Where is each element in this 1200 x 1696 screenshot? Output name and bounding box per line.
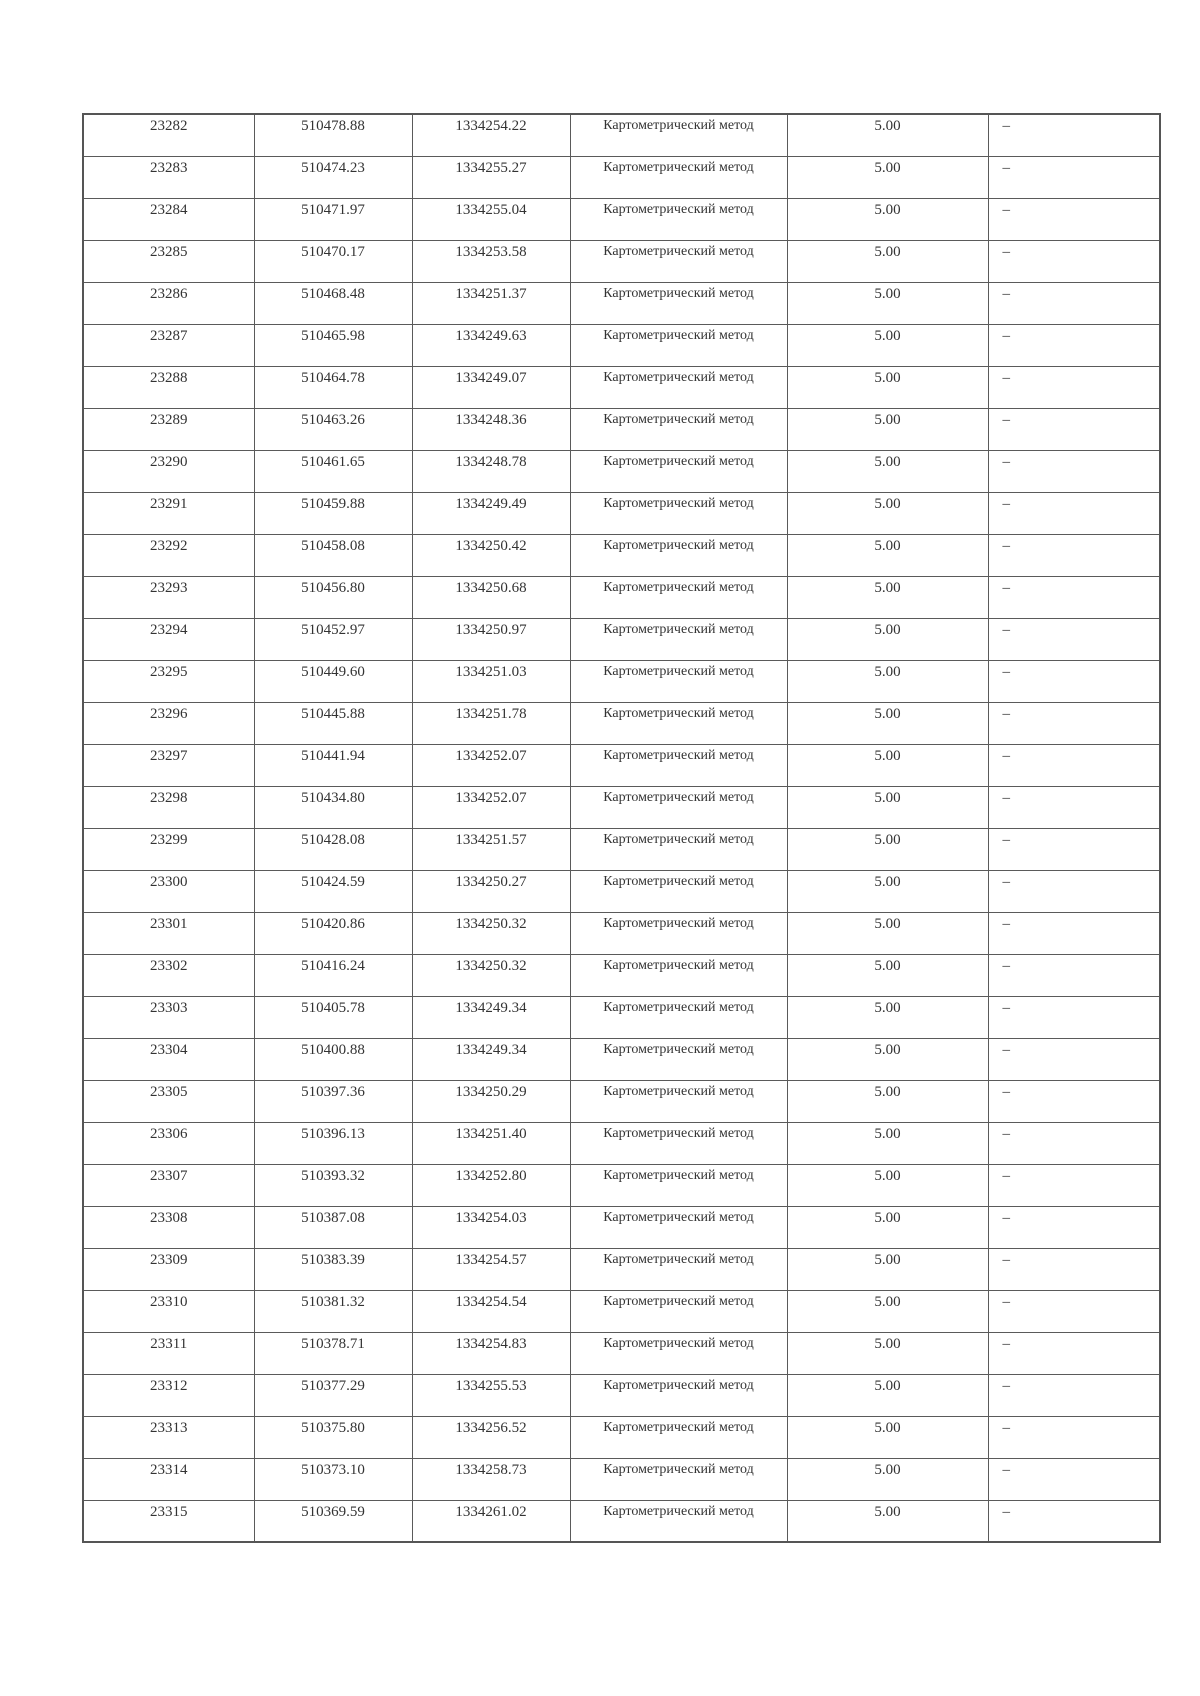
x-coordinate-cell: 510434.80 (254, 786, 412, 828)
accuracy-cell: 5.00 (787, 366, 988, 408)
table-row (83, 1416, 1160, 1458)
table-row (83, 1374, 1160, 1416)
accuracy-cell: 5.00 (787, 1248, 988, 1290)
x-coordinate-cell: 510452.97 (254, 618, 412, 660)
description-cell: – (988, 912, 1160, 954)
coordinates-table-body (83, 114, 1160, 1542)
description-cell: – (988, 1374, 1160, 1416)
method-cell: Картометрический метод (570, 450, 787, 492)
table-row (83, 450, 1160, 492)
y-coordinate-cell: 1334251.40 (412, 1122, 570, 1164)
point-number-cell: 23308 (83, 1206, 254, 1248)
y-coordinate-cell: 1334250.32 (412, 912, 570, 954)
point-number-cell: 23282 (83, 114, 254, 156)
x-coordinate-cell: 510375.80 (254, 1416, 412, 1458)
y-coordinate-cell: 1334249.63 (412, 324, 570, 366)
point-number-cell: 23294 (83, 618, 254, 660)
table-row (83, 114, 1160, 156)
x-coordinate-cell: 510468.48 (254, 282, 412, 324)
point-number-cell: 23290 (83, 450, 254, 492)
y-coordinate-cell: 1334254.22 (412, 114, 570, 156)
description-cell: – (988, 1416, 1160, 1458)
x-coordinate-cell: 510424.59 (254, 870, 412, 912)
table-row (83, 786, 1160, 828)
x-coordinate-cell: 510369.59 (254, 1500, 412, 1542)
y-coordinate-cell: 1334250.27 (412, 870, 570, 912)
accuracy-cell: 5.00 (787, 954, 988, 996)
method-cell: Картометрический метод (570, 1080, 787, 1122)
accuracy-cell: 5.00 (787, 114, 988, 156)
x-coordinate-cell: 510387.08 (254, 1206, 412, 1248)
point-number-cell: 23288 (83, 366, 254, 408)
x-coordinate-cell: 510373.10 (254, 1458, 412, 1500)
accuracy-cell: 5.00 (787, 492, 988, 534)
method-cell: Картометрический метод (570, 744, 787, 786)
description-cell: – (988, 408, 1160, 450)
accuracy-cell: 5.00 (787, 198, 988, 240)
accuracy-cell: 5.00 (787, 534, 988, 576)
method-cell: Картометрический метод (570, 1038, 787, 1080)
y-coordinate-cell: 1334255.04 (412, 198, 570, 240)
accuracy-cell: 5.00 (787, 1500, 988, 1542)
accuracy-cell: 5.00 (787, 1038, 988, 1080)
accuracy-cell: 5.00 (787, 1290, 988, 1332)
table-row (83, 1164, 1160, 1206)
table-row (83, 1458, 1160, 1500)
method-cell: Картометрический метод (570, 1332, 787, 1374)
accuracy-cell: 5.00 (787, 828, 988, 870)
method-cell: Картометрический метод (570, 156, 787, 198)
x-coordinate-cell: 510420.86 (254, 912, 412, 954)
table-row (83, 618, 1160, 660)
description-cell: – (988, 702, 1160, 744)
description-cell: – (988, 576, 1160, 618)
table-row (83, 282, 1160, 324)
description-cell: – (988, 1332, 1160, 1374)
table-row (83, 1500, 1160, 1542)
accuracy-cell: 5.00 (787, 1080, 988, 1122)
x-coordinate-cell: 510381.32 (254, 1290, 412, 1332)
accuracy-cell: 5.00 (787, 786, 988, 828)
x-coordinate-cell: 510377.29 (254, 1374, 412, 1416)
x-coordinate-cell: 510400.88 (254, 1038, 412, 1080)
table-row (83, 1290, 1160, 1332)
accuracy-cell: 5.00 (787, 1206, 988, 1248)
method-cell: Картометрический метод (570, 366, 787, 408)
accuracy-cell: 5.00 (787, 702, 988, 744)
point-number-cell: 23295 (83, 660, 254, 702)
x-coordinate-cell: 510428.08 (254, 828, 412, 870)
point-number-cell: 23304 (83, 1038, 254, 1080)
y-coordinate-cell: 1334249.49 (412, 492, 570, 534)
y-coordinate-cell: 1334254.83 (412, 1332, 570, 1374)
description-cell: – (988, 534, 1160, 576)
table-row (83, 1038, 1160, 1080)
description-cell: – (988, 282, 1160, 324)
x-coordinate-cell: 510478.88 (254, 114, 412, 156)
x-coordinate-cell: 510459.88 (254, 492, 412, 534)
coordinates-table (82, 113, 1161, 1543)
y-coordinate-cell: 1334251.57 (412, 828, 570, 870)
table-row (83, 408, 1160, 450)
x-coordinate-cell: 510465.98 (254, 324, 412, 366)
accuracy-cell: 5.00 (787, 1458, 988, 1500)
point-number-cell: 23293 (83, 576, 254, 618)
accuracy-cell: 5.00 (787, 282, 988, 324)
method-cell: Картометрический метод (570, 1164, 787, 1206)
x-coordinate-cell: 510458.08 (254, 534, 412, 576)
table-row (83, 828, 1160, 870)
table-row (83, 1080, 1160, 1122)
method-cell: Картометрический метод (570, 1206, 787, 1248)
x-coordinate-cell: 510383.39 (254, 1248, 412, 1290)
y-coordinate-cell: 1334253.58 (412, 240, 570, 282)
table-row (83, 240, 1160, 282)
y-coordinate-cell: 1334256.52 (412, 1416, 570, 1458)
x-coordinate-cell: 510405.78 (254, 996, 412, 1038)
method-cell: Картометрический метод (570, 282, 787, 324)
description-cell: – (988, 996, 1160, 1038)
point-number-cell: 23301 (83, 912, 254, 954)
accuracy-cell: 5.00 (787, 324, 988, 366)
y-coordinate-cell: 1334249.07 (412, 366, 570, 408)
x-coordinate-cell: 510441.94 (254, 744, 412, 786)
y-coordinate-cell: 1334250.97 (412, 618, 570, 660)
y-coordinate-cell: 1334254.57 (412, 1248, 570, 1290)
y-coordinate-cell: 1334254.03 (412, 1206, 570, 1248)
description-cell: – (988, 240, 1160, 282)
table-row (83, 660, 1160, 702)
point-number-cell: 23311 (83, 1332, 254, 1374)
x-coordinate-cell: 510378.71 (254, 1332, 412, 1374)
method-cell: Картометрический метод (570, 618, 787, 660)
description-cell: – (988, 114, 1160, 156)
point-number-cell: 23305 (83, 1080, 254, 1122)
point-number-cell: 23287 (83, 324, 254, 366)
point-number-cell: 23291 (83, 492, 254, 534)
table-row (83, 744, 1160, 786)
method-cell: Картометрический метод (570, 660, 787, 702)
description-cell: – (988, 1248, 1160, 1290)
description-cell: – (988, 1290, 1160, 1332)
y-coordinate-cell: 1334255.53 (412, 1374, 570, 1416)
point-number-cell: 23313 (83, 1416, 254, 1458)
description-cell: – (988, 828, 1160, 870)
method-cell: Картометрический метод (570, 954, 787, 996)
method-cell: Картометрический метод (570, 1500, 787, 1542)
accuracy-cell: 5.00 (787, 618, 988, 660)
point-number-cell: 23285 (83, 240, 254, 282)
y-coordinate-cell: 1334250.42 (412, 534, 570, 576)
point-number-cell: 23299 (83, 828, 254, 870)
y-coordinate-cell: 1334249.34 (412, 996, 570, 1038)
table-row (83, 576, 1160, 618)
point-number-cell: 23307 (83, 1164, 254, 1206)
description-cell: – (988, 450, 1160, 492)
point-number-cell: 23292 (83, 534, 254, 576)
y-coordinate-cell: 1334252.80 (412, 1164, 570, 1206)
accuracy-cell: 5.00 (787, 870, 988, 912)
description-cell: – (988, 492, 1160, 534)
method-cell: Картометрический метод (570, 1374, 787, 1416)
method-cell: Картометрический метод (570, 1248, 787, 1290)
method-cell: Картометрический метод (570, 492, 787, 534)
method-cell: Картометрический метод (570, 1290, 787, 1332)
accuracy-cell: 5.00 (787, 1374, 988, 1416)
table-row (83, 324, 1160, 366)
accuracy-cell: 5.00 (787, 450, 988, 492)
x-coordinate-cell: 510461.65 (254, 450, 412, 492)
accuracy-cell: 5.00 (787, 1122, 988, 1164)
y-coordinate-cell: 1334251.03 (412, 660, 570, 702)
y-coordinate-cell: 1334251.37 (412, 282, 570, 324)
description-cell: – (988, 1206, 1160, 1248)
method-cell: Картометрический метод (570, 1458, 787, 1500)
method-cell: Картометрический метод (570, 1416, 787, 1458)
accuracy-cell: 5.00 (787, 744, 988, 786)
table-row (83, 366, 1160, 408)
description-cell: – (988, 1500, 1160, 1542)
accuracy-cell: 5.00 (787, 240, 988, 282)
accuracy-cell: 5.00 (787, 912, 988, 954)
description-cell: – (988, 618, 1160, 660)
method-cell: Картометрический метод (570, 408, 787, 450)
point-number-cell: 23310 (83, 1290, 254, 1332)
y-coordinate-cell: 1334252.07 (412, 744, 570, 786)
description-cell: – (988, 1458, 1160, 1500)
method-cell: Картометрический метод (570, 114, 787, 156)
x-coordinate-cell: 510396.13 (254, 1122, 412, 1164)
y-coordinate-cell: 1334258.73 (412, 1458, 570, 1500)
point-number-cell: 23306 (83, 1122, 254, 1164)
table-row (83, 954, 1160, 996)
y-coordinate-cell: 1334249.34 (412, 1038, 570, 1080)
method-cell: Картометрический метод (570, 870, 787, 912)
y-coordinate-cell: 1334251.78 (412, 702, 570, 744)
point-number-cell: 23284 (83, 198, 254, 240)
table-row (83, 156, 1160, 198)
x-coordinate-cell: 510474.23 (254, 156, 412, 198)
description-cell: – (988, 198, 1160, 240)
method-cell: Картометрический метод (570, 240, 787, 282)
point-number-cell: 23286 (83, 282, 254, 324)
method-cell: Картометрический метод (570, 828, 787, 870)
method-cell: Картометрический метод (570, 198, 787, 240)
x-coordinate-cell: 510470.17 (254, 240, 412, 282)
table-row (83, 492, 1160, 534)
table-row (83, 198, 1160, 240)
description-cell: – (988, 744, 1160, 786)
description-cell: – (988, 1080, 1160, 1122)
accuracy-cell: 5.00 (787, 156, 988, 198)
description-cell: – (988, 366, 1160, 408)
description-cell: – (988, 786, 1160, 828)
y-coordinate-cell: 1334250.68 (412, 576, 570, 618)
table-row (83, 534, 1160, 576)
description-cell: – (988, 1122, 1160, 1164)
y-coordinate-cell: 1334261.02 (412, 1500, 570, 1542)
y-coordinate-cell: 1334248.36 (412, 408, 570, 450)
accuracy-cell: 5.00 (787, 408, 988, 450)
x-coordinate-cell: 510463.26 (254, 408, 412, 450)
point-number-cell: 23315 (83, 1500, 254, 1542)
table-row (83, 1248, 1160, 1290)
description-cell: – (988, 870, 1160, 912)
table-row (83, 870, 1160, 912)
point-number-cell: 23300 (83, 870, 254, 912)
table-row (83, 912, 1160, 954)
description-cell: – (988, 1164, 1160, 1206)
point-number-cell: 23312 (83, 1374, 254, 1416)
accuracy-cell: 5.00 (787, 1164, 988, 1206)
point-number-cell: 23309 (83, 1248, 254, 1290)
y-coordinate-cell: 1334252.07 (412, 786, 570, 828)
point-number-cell: 23303 (83, 996, 254, 1038)
point-number-cell: 23289 (83, 408, 254, 450)
y-coordinate-cell: 1334254.54 (412, 1290, 570, 1332)
description-cell: – (988, 954, 1160, 996)
method-cell: Картометрический метод (570, 912, 787, 954)
y-coordinate-cell: 1334255.27 (412, 156, 570, 198)
method-cell: Картометрический метод (570, 324, 787, 366)
y-coordinate-cell: 1334250.29 (412, 1080, 570, 1122)
accuracy-cell: 5.00 (787, 576, 988, 618)
accuracy-cell: 5.00 (787, 996, 988, 1038)
x-coordinate-cell: 510393.32 (254, 1164, 412, 1206)
point-number-cell: 23302 (83, 954, 254, 996)
point-number-cell: 23298 (83, 786, 254, 828)
point-number-cell: 23314 (83, 1458, 254, 1500)
description-cell: – (988, 324, 1160, 366)
accuracy-cell: 5.00 (787, 1332, 988, 1374)
table-row (83, 1122, 1160, 1164)
x-coordinate-cell: 510464.78 (254, 366, 412, 408)
x-coordinate-cell: 510456.80 (254, 576, 412, 618)
description-cell: – (988, 1038, 1160, 1080)
x-coordinate-cell: 510397.36 (254, 1080, 412, 1122)
x-coordinate-cell: 510449.60 (254, 660, 412, 702)
y-coordinate-cell: 1334250.32 (412, 954, 570, 996)
method-cell: Картометрический метод (570, 1122, 787, 1164)
method-cell: Картометрический метод (570, 996, 787, 1038)
table-row (83, 702, 1160, 744)
x-coordinate-cell: 510416.24 (254, 954, 412, 996)
point-number-cell: 23296 (83, 702, 254, 744)
point-number-cell: 23297 (83, 744, 254, 786)
method-cell: Картометрический метод (570, 534, 787, 576)
table-row (83, 1332, 1160, 1374)
method-cell: Картометрический метод (570, 786, 787, 828)
method-cell: Картометрический метод (570, 702, 787, 744)
accuracy-cell: 5.00 (787, 1416, 988, 1458)
x-coordinate-cell: 510445.88 (254, 702, 412, 744)
point-number-cell: 23283 (83, 156, 254, 198)
y-coordinate-cell: 1334248.78 (412, 450, 570, 492)
table-row (83, 1206, 1160, 1248)
x-coordinate-cell: 510471.97 (254, 198, 412, 240)
accuracy-cell: 5.00 (787, 660, 988, 702)
method-cell: Картометрический метод (570, 576, 787, 618)
table-row (83, 996, 1160, 1038)
description-cell: – (988, 660, 1160, 702)
description-cell: – (988, 156, 1160, 198)
